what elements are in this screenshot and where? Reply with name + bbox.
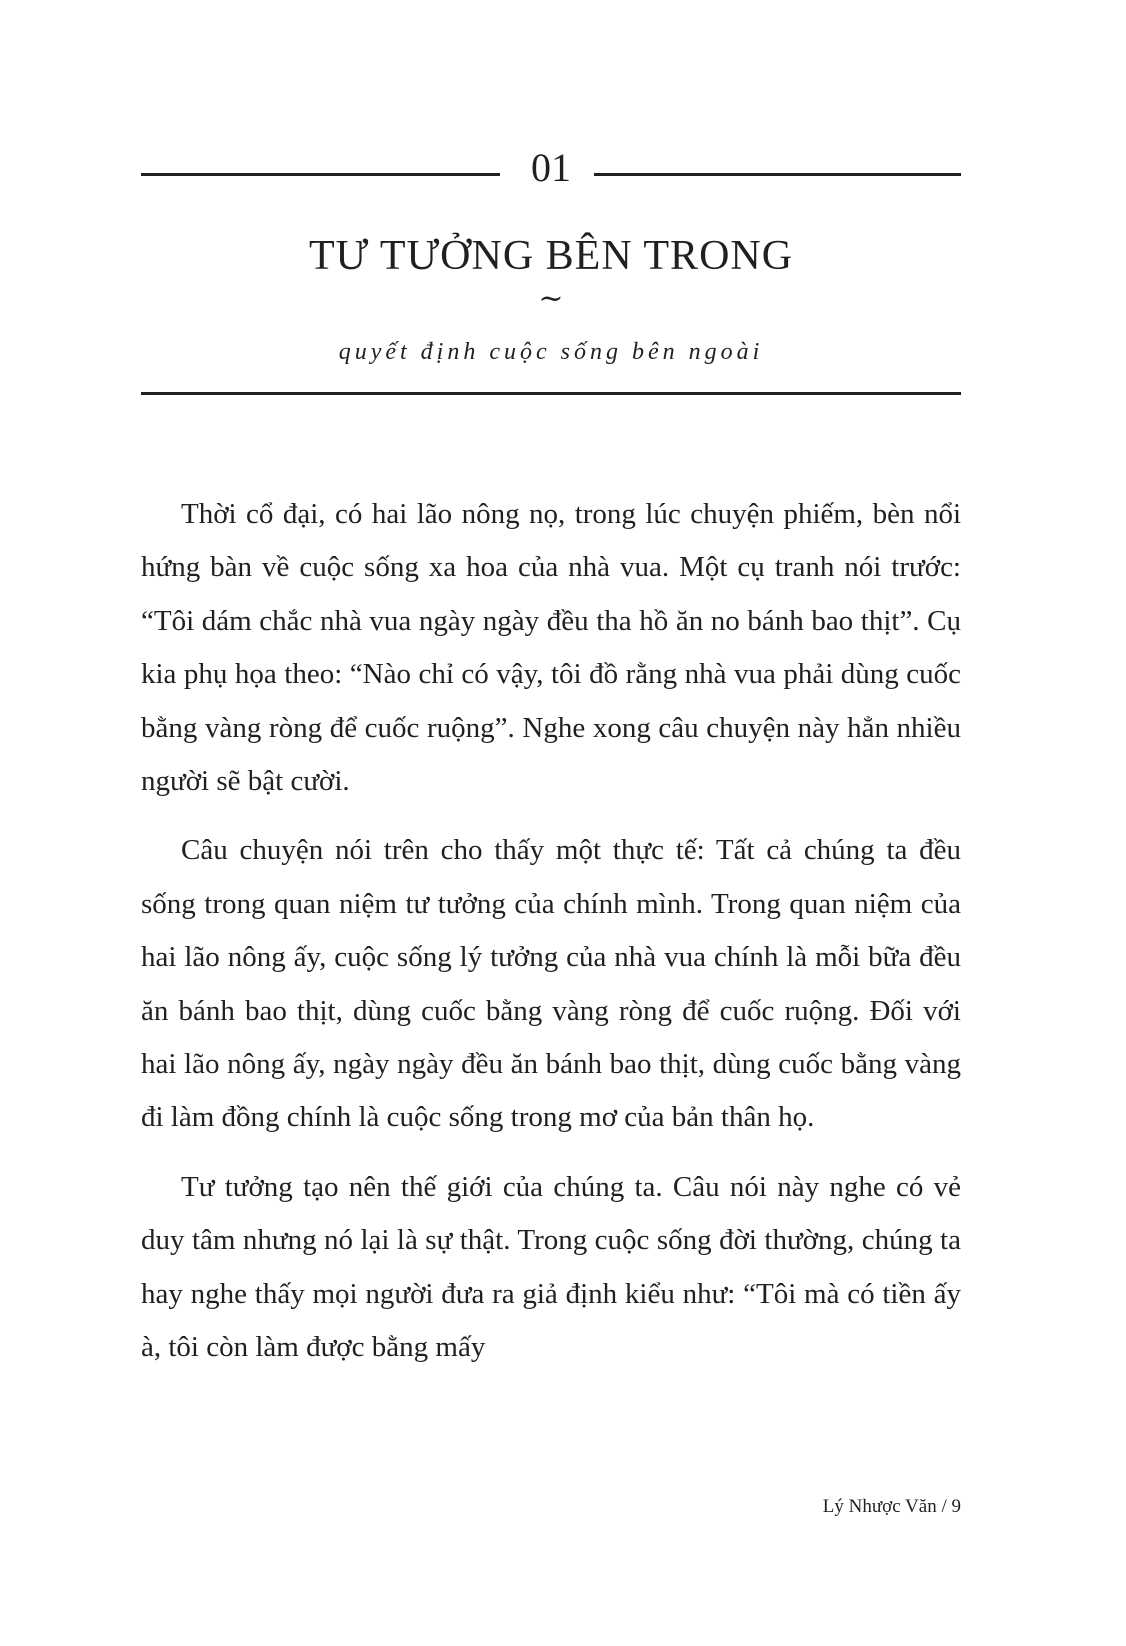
chapter-number-row	[141, 142, 961, 194]
paragraph: Câu chuyện nói trên cho thấy một thực tế: Tất cả chúng ta đều sống trong quan niệm tư tưởng của chính mình. Trong quan niệm của hai lão nông ấy, cuộc sống lý tưởng của nhà vua chính là mỗi bữa đều ăn bánh bao thịt, dùng cuốc bằng vàng ròng để cuốc ruộng. Đối với hai lão nông ấy, ngày ngày đều ăn bánh bao thịt, dùng cuốc bằng vàng đi làm đồng chính là cuộc sống trong mơ của bản thân họ.	[141, 834, 961, 1134]
header-rule-bottom	[141, 392, 961, 395]
footer-separator: /	[941, 1496, 947, 1517]
body-text	[141, 488, 961, 1391]
page-number: 9	[951, 1496, 961, 1517]
footer-author: Lý Nhược Văn	[822, 1496, 937, 1517]
paragraph: Tư tưởng tạo nên thế giới của chúng ta. Câu nói này nghe có vẻ duy tâm nhưng nó lại là sự thật. Trong cuộc sống đời thường, chúng ta hay nghe thấy mọi người đưa ra giả định kiểu như: “Tôi mà có tiền ấy à, tôi còn làm được bằng mấy	[141, 1170, 961, 1364]
header-rule-right	[594, 173, 961, 176]
chapter-title: TƯ TƯỞNG BÊN TRONG	[308, 233, 794, 279]
paragraph: Thời cổ đại, có hai lão nông nọ, trong lúc chuyện phiếm, bèn nổi hứng bàn về cuộc sống xa hoa của nhà vua. Một cụ tranh nói trước: “Tôi dám chắc nhà vua ngày ngày đều tha hồ ăn no bánh bao thịt”. Cụ kia phụ họa theo: “Nào chỉ có vậy, tôi đồ rằng nhà vua phải dùng cuốc bằng vàng ròng để cuốc ruộng”. Nghe xong câu chuyện này hẳn nhiều người sẽ bật cười.	[141, 498, 961, 798]
tilde-ornament: ~	[538, 281, 564, 316]
chapter-subtitle: quyết định cuộc sống bên ngoài	[338, 339, 764, 365]
page-footer	[823, 1494, 961, 1520]
chapter-header	[141, 142, 961, 395]
chapter-number: 01	[531, 145, 571, 190]
